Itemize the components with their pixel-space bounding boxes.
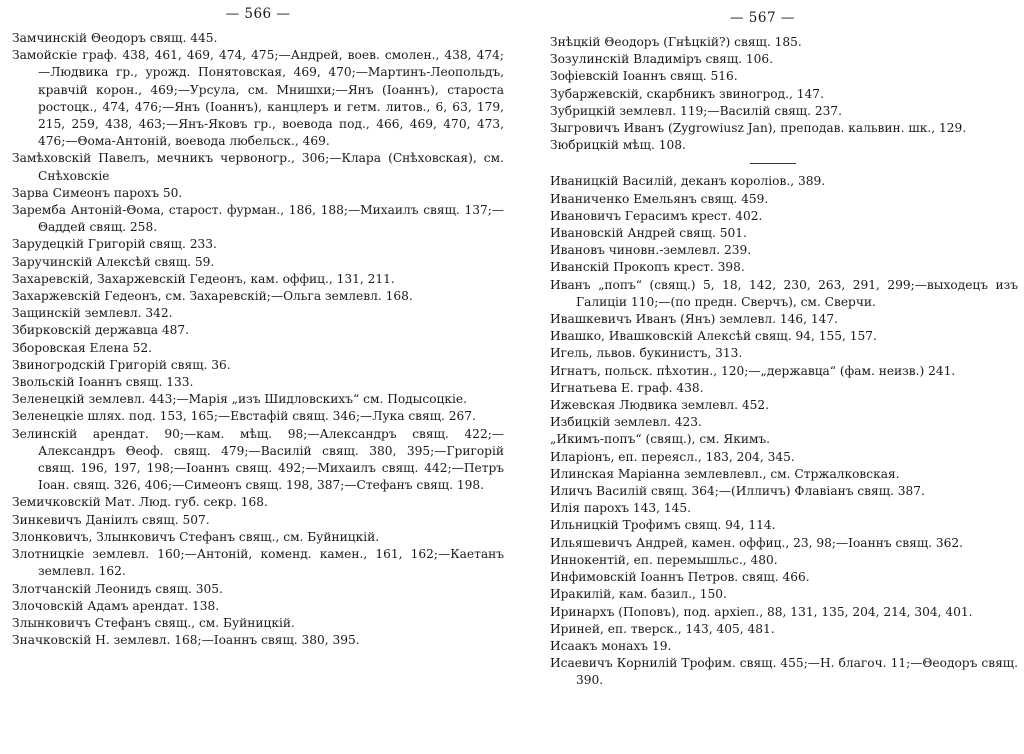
index-entry: Зыгровичъ Иванъ (Zygrowiusz Jan), преподав. кальвин. шк., 129. (550, 121, 967, 136)
index-entry: Зинкевичъ Даніилъ свящ. 507. (12, 512, 210, 527)
index-entry: Иличъ Василій свящ. 364;—(Илличъ) Флавіанъ свящ. 387. (550, 484, 925, 499)
index-entry: Злотчанскій Леонидъ свящ. 305. (12, 581, 223, 596)
index-entry: Иванъ „попъ“ (свящ.) 5, 18, 142, 230, 263, 291, 299;—выходецъ изъ Галиціи 110;—(по предн. Сверчъ), см. Сверчи. (550, 277, 1018, 309)
index-entry: Зофіевскій Іоаннъ свящ. 516. (550, 69, 738, 84)
index-entries-bottom (550, 173, 1018, 689)
index-entry: Ивашкевичъ Иванъ (Янъ) землевл. 146, 147. (550, 312, 838, 327)
index-entry: Игнатъ, польск. пѣхотин., 120;—„державца“ (фам. неизв.) 241. (550, 363, 956, 378)
index-entry: Исаевичъ Корнилій Трофим. свящ. 455;—Н. благоч. 11;—Θеодоръ свящ. 390. (550, 656, 1018, 688)
index-entry: Иринархъ (Поповъ), под. архіеп., 88, 131, 135, 204, 214, 304, 401. (550, 604, 973, 619)
index-entry: Зборовская Елена 52. (12, 340, 153, 355)
index-entries (12, 30, 504, 649)
index-entry: Злонковичъ, Злынковичъ Стефанъ свящ., см. Буйницкій. (12, 529, 380, 544)
index-entry: Ижевская Людвика землевл. 452. (550, 398, 769, 413)
index-entry: Зелинскій арендат. 90;—кам. мѣщ. 98;—Александръ свящ. 422;—Александръ Θеоф. свящ. 479;—Василій свящ. 380, 395;—Григорій свящ. 196, 197, 198;—Іоаннъ свящ. 492;—Михаилъ свящ. 442;—Петръ Іоан. свящ. 326, 406;—Симеонъ свящ. 198, 387;—Стефанъ свящ. 198. (12, 426, 504, 493)
page-number: — 567 — (730, 10, 795, 26)
index-entry: Иракилій, кам. базил., 150. (550, 587, 727, 602)
index-entry: Замойскіе граф. 438, 461, 469, 474, 475;—Андрей, воев. смолен., 438, 474;—Людвика гр., урожд. Понятовская, 469, 470;—Мартинъ-Леопольдъ, кравчій корон., 469;—Урсула, см. Мнишхи;—Янъ (Іоаннъ), староста ростоцк., 474, 476;—Янъ (Іоаннъ), канцлеръ и гетм. литов., 6, 63, 179, 215, 259, 438, 463;—Янъ-Яковъ гр., воевода под., 466, 469, 470, 473, 476;—Θома-Антоній, воевода любельск., 469. (12, 48, 504, 149)
index-entry: Зубаржевскій, скарбникъ звиногрод., 147. (550, 86, 824, 101)
index-entry: Ивановскій Андрей свящ. 501. (550, 226, 747, 241)
index-entry: Илинская Маріанна землевлевл., см. Стржалковская. (550, 466, 900, 481)
index-entry: Ильяшевичъ Андрей, камен. оффиц., 23, 98;—Іоаннъ свящ. 362. (550, 535, 964, 550)
index-entry: Ириней, еп. тверск., 143, 405, 481. (550, 621, 775, 636)
index-entry: Игель, львов. букинистъ, 313. (550, 346, 743, 361)
index-entry: Зеленецкій землевл. 443;—Марія „изъ Шидловскихъ“ см. Подысоцкіе. (12, 392, 467, 407)
index-entry: Злотницкіе землевл. 160;—Антоній, коменд. камен., 161, 162;—Каетанъ землевл. 162. (12, 547, 504, 579)
left-page (0, 0, 510, 754)
index-entry: Иваниченко Емельянъ свящ. 459. (550, 191, 769, 206)
index-entry: Ильницкій Трофимъ свящ. 94, 114. (550, 518, 776, 533)
index-entry: Зозулинскій Владиміръ свящ. 106. (550, 52, 774, 67)
index-entry: Игнатьева Е. граф. 438. (550, 380, 704, 395)
index-entry: Иннокентій, еп. перемышльс., 480. (550, 552, 778, 567)
index-entry: Злочовскій Адамъ арендат. 138. (12, 598, 220, 613)
right-page (514, 0, 1024, 754)
index-entry: Захаржевскій Гедеонъ, см. Захаревскій;—Ольга землевл. 168. (12, 289, 413, 304)
index-entry: Замѣховскій Павелъ, мечникъ червоногр., 306;—Клара (Снѣховская), см. Снѣховскіе (12, 151, 504, 183)
index-entry: Ивановичъ Герасимъ крест. 402. (550, 208, 763, 223)
index-entry: Зеленецкіе шлях. под. 153, 165;—Евстафій свящ. 346;—Лука свящ. 267. (12, 409, 476, 424)
index-entry: Избицкій землевл. 423. (550, 415, 702, 430)
index-entry: Заручинскій Алексѣй свящ. 59. (12, 254, 215, 269)
index-entry: Ивашко, Ивашковскій Алексѣй свящ. 94, 155, 157. (550, 329, 877, 344)
index-entry: Злынковичъ Стефанъ свящ., см. Буйницкій. (12, 615, 295, 630)
index-entry: Зюбрицкій мѣщ. 108. (550, 138, 686, 153)
index-entry: Зарудецкій Григорій свящ. 233. (12, 237, 217, 252)
index-entry: Илія парохъ 143, 145. (550, 501, 692, 516)
index-entry: Збирковскій державца 487. (12, 323, 189, 338)
index-entries-top (550, 34, 1018, 154)
page-number: — 566 — (225, 6, 291, 22)
index-entry: Исаакъ монахъ 19. (550, 638, 672, 653)
index-entry: Заремба Антоній-Θома, старост. фурман., 186, 188;—Михаилъ свящ. 137;—Θаддей свящ. 258. (12, 203, 504, 235)
index-entry: Иларіонъ, еп. переясл., 183, 204, 345. (550, 449, 795, 464)
index-entry: Звольскій Іоаннъ свящ. 133. (12, 375, 194, 390)
index-entry: Земичковскій Мат. Люд. губ. секр. 168. (12, 495, 268, 510)
index-entry: Зубрицкій землевл. 119;—Василій свящ. 237. (550, 103, 842, 118)
section-divider (750, 163, 796, 164)
index-entry: Иванскій Прокопъ крест. 398. (550, 260, 745, 275)
index-entry: Зарва Симеонъ парохъ 50. (12, 185, 183, 200)
index-entry: Ивановъ чиновн.-землевл. 239. (550, 243, 752, 258)
index-entry: Значковскій Н. землевл. 168;—Іоаннъ свящ. 380, 395. (12, 633, 360, 648)
index-entry: Защинскій землевл. 342. (12, 306, 173, 321)
index-entry: Захаревскій, Захаржевскій Гедеонъ, кам. оффиц., 131, 211. (12, 271, 395, 286)
index-entry: Иваницкій Василій, деканъ короліов., 389. (550, 174, 826, 189)
index-entry: Знѣцкій Θеодоръ (Гнѣцкій?) свящ. 185. (550, 35, 802, 49)
index-entry: „Икимъ-попъ“ (свящ.), см. Якимъ. (550, 432, 771, 447)
index-entry: Звиногродскій Григорій свящ. 36. (12, 357, 231, 372)
index-entry: Замчинскій Θеодоръ свящ. 445. (12, 31, 218, 45)
index-entry: Инфимовскій Іоаннъ Петров. свящ. 466. (550, 570, 810, 585)
